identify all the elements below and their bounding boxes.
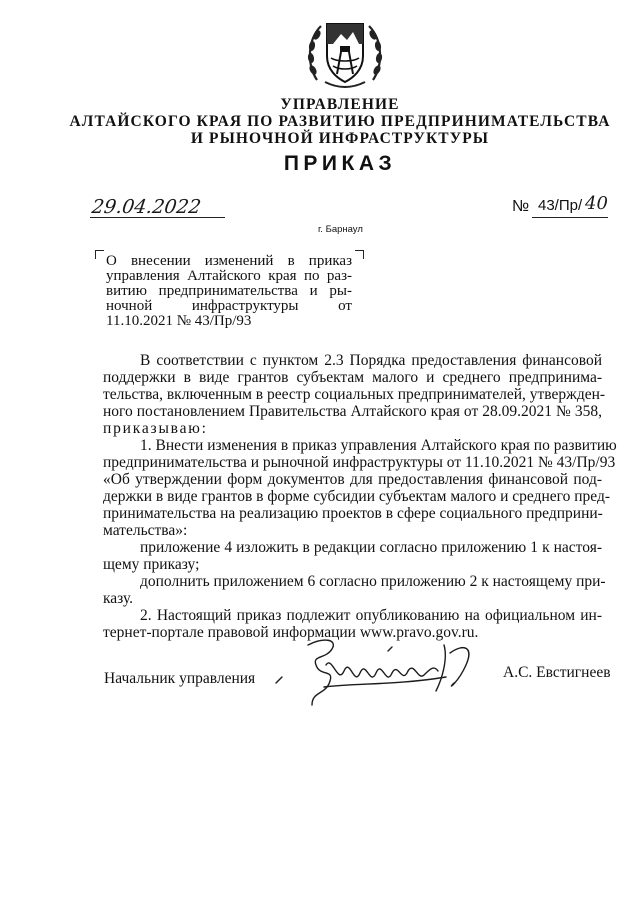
body-line: 1. Внести изменения в приказ управления Алтайского края по развитию — [140, 437, 617, 454]
place-of-issue: г. Барнаул — [318, 224, 363, 235]
body-line: тельства, включенным в реестр социальных предпринимателей, утвержден- — [103, 386, 606, 403]
handwritten-signature — [268, 625, 498, 717]
coat-of-arms-emblem — [303, 10, 387, 94]
signer-title: Начальник управления — [104, 670, 256, 687]
order-number-typed: 43/Пр/ — [538, 197, 583, 214]
body-line: дополнить приложением 6 согласно приложению 2 к настоящему при- — [140, 573, 606, 590]
signer-name: А.С. Евстигнеев — [503, 664, 611, 681]
body-line: 2. Настоящий приказ подлежит опубликованию на официальном ин- — [140, 607, 602, 624]
order-number-handwritten: 40 — [585, 193, 608, 214]
body-line: держки в виде грантов в форме субсидии субъектам малого и среднего пред- — [103, 488, 611, 505]
subject-bracket-left — [95, 250, 104, 259]
body-line: казу. — [103, 590, 134, 607]
number-underline — [532, 217, 608, 218]
subject-bracket-right — [355, 250, 364, 259]
subject-line: О внесении изменений в приказ — [106, 253, 352, 269]
subject-line: витию предпринимательства и ры- — [106, 283, 352, 299]
body-line: приказываю: — [103, 420, 208, 437]
body-line: ного постановлением Правительства Алтайского края от 28.09.2021 № 358, — [103, 403, 602, 420]
body-line: «Об утверждении форм документов для предоставления финансовой под- — [103, 471, 602, 488]
body-line: тернет-портале правовой информации www.pravo.gov.ru. — [103, 624, 479, 641]
body-line: предпринимательства и рыночной инфраструктуры от 11.10.2021 № 43/Пр/93 — [103, 454, 616, 471]
organization-name-line-1: УПРАВЛЕНИЕ — [280, 96, 400, 113]
body-line: приложение 4 изложить в редакции согласно приложению 1 к настоя- — [140, 539, 602, 556]
order-number-sign: № — [512, 198, 530, 215]
body-line: щему приказу; — [103, 556, 200, 573]
date-underline — [90, 217, 225, 218]
body-line: мательства»: — [103, 522, 188, 539]
subject-line: 11.10.2021 № 43/Пр/93 — [106, 313, 252, 329]
order-date: 29.04.2022 — [90, 196, 203, 218]
body-line: принимательства на реализацию проектов в сфере социального предприни- — [103, 505, 603, 522]
body-line: В соответствии с пунктом 2.3 Порядка предоставления финансовой — [140, 352, 602, 369]
subject-line: ночной инфраструктуры от — [106, 298, 352, 314]
organization-name-line-2: АЛТАЙСКОГО КРАЯ ПО РАЗВИТИЮ ПРЕДПРИНИМАТЕЛЬСТВА — [69, 113, 611, 130]
organization-name-line-3: И РЫНОЧНОЙ ИНФРАСТРУКТУРЫ — [190, 130, 490, 147]
body-line: поддержки в виде грантов субъектам малого и среднего предпринима- — [103, 369, 602, 386]
document-type-title: ПРИКАЗ — [283, 152, 397, 175]
subject-line: управления Алтайского края по раз- — [106, 268, 352, 284]
